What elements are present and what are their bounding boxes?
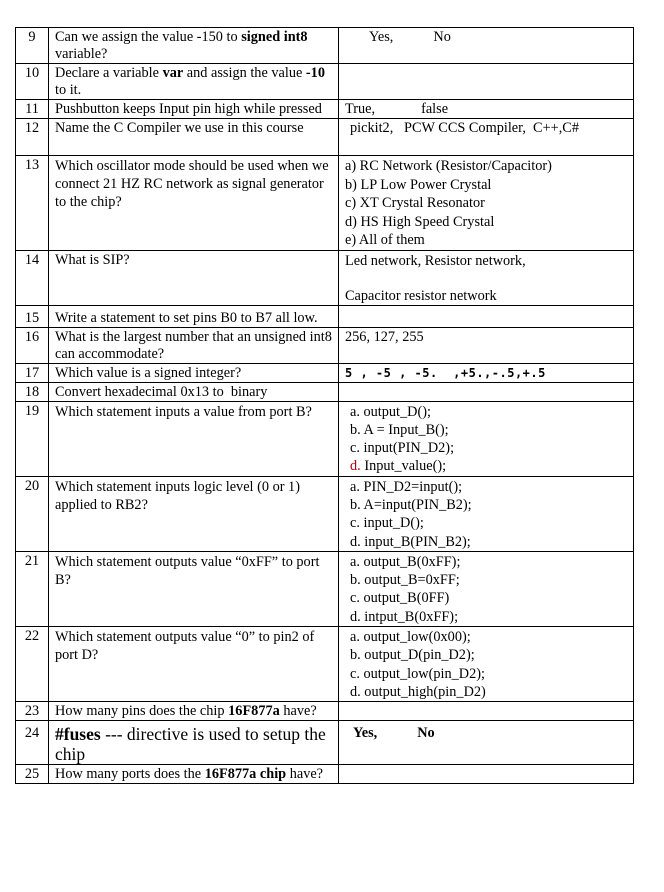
answer-option: c. output_low(pin_D2);: [350, 665, 486, 682]
question-number: 9: [16, 28, 49, 64]
answer-options: [339, 156, 634, 251]
answer-options: [339, 627, 634, 702]
answer-option: d. input_B(PIN_B2);: [350, 533, 471, 550]
table-row: [16, 765, 634, 784]
table-row: [16, 363, 634, 382]
table-row: [16, 627, 634, 702]
answer-option: b. A=input(PIN_B2);: [350, 496, 472, 513]
answer-cell: pickit2, PCW CCS Compiler, C++,C#: [339, 119, 634, 156]
table-row: [16, 382, 634, 401]
answer-option: a. output_low(0x00);: [350, 629, 471, 646]
question-text: How many ports does the 16F877a chip have?: [49, 765, 339, 784]
table-row: [16, 64, 634, 100]
table-row: [16, 305, 634, 327]
question-text: Which statement inputs a value from port B?: [49, 401, 339, 476]
answer-cell: [339, 305, 634, 327]
table-row: [16, 551, 634, 626]
answer-cell: True, false: [339, 100, 634, 119]
answer-option: d. output_high(pin_D2): [350, 683, 486, 700]
question-number: 18: [16, 382, 49, 401]
answer-cell: [339, 382, 634, 401]
question-text: How many pins does the chip 16F877a have?: [49, 702, 339, 721]
quiz-table: [15, 27, 634, 784]
question-number: 23: [16, 702, 49, 721]
question-number: 21: [16, 551, 49, 626]
table-row: [16, 250, 634, 305]
question-number: 22: [16, 627, 49, 702]
answer-cell: Led network, Resistor network, Capacitor resistor network: [339, 250, 634, 305]
answer-cell: [339, 765, 634, 784]
question-text: Name the C Compiler we use in this course: [49, 119, 339, 156]
question-number: 14: [16, 250, 49, 305]
answer-cell: Yes, No: [339, 721, 634, 765]
question-text: Can we assign the value -150 to signed int8 variable?: [49, 28, 339, 64]
answer-option: a. PIN_D2=input();: [350, 478, 463, 495]
question-number: 11: [16, 100, 49, 119]
question-text: What is SIP?: [49, 250, 339, 305]
answer-option: a) RC Network (Resistor/Capacitor): [345, 158, 552, 174]
answer-options: [339, 551, 634, 626]
question-text: What is the largest number that an unsigned int8 can accommodate?: [49, 327, 339, 363]
question-number: 19: [16, 401, 49, 476]
question-text: Convert hexadecimal 0x13 to binary: [49, 382, 339, 401]
question-text: Which oscillator mode should be used when we connect 21 HZ RC network as signal generator to the chip?: [49, 156, 339, 251]
question-number: 17: [16, 363, 49, 382]
answer-options: [339, 401, 634, 476]
answer-option: c. input_D();: [350, 515, 424, 532]
question-text: Which statement outputs value “0” to pin2 of port D?: [49, 627, 339, 702]
answer-option: e) All of them: [345, 232, 425, 248]
question-number: 25: [16, 765, 49, 784]
table-row: [16, 100, 634, 119]
question-number: 13: [16, 156, 49, 251]
answer-option: a. output_B(0xFF);: [350, 553, 461, 570]
question-number: 10: [16, 64, 49, 100]
answer-cell: [339, 64, 634, 100]
question-number: 16: [16, 327, 49, 363]
table-row: [16, 401, 634, 476]
answer-options: [339, 476, 634, 551]
table-row: [16, 156, 634, 251]
table-row: [16, 28, 634, 64]
answer-option: c. output_B(0FF): [350, 590, 450, 607]
table-row: [16, 702, 634, 721]
answer-cell: 256, 127, 255: [339, 327, 634, 363]
answer-cell: Yes, No: [339, 28, 634, 64]
answer-option: c. input(PIN_D2);: [350, 440, 455, 457]
answer-option: d. intput_B(0xFF);: [350, 608, 459, 625]
question-text: Declare a variable var and assign the value -10 to it.: [49, 64, 339, 100]
answer-cell: 5 , -5 , -5. ,+5.,-.5,+.5: [339, 363, 634, 382]
question-text: #fuses --- directive is used to setup the chip: [49, 721, 339, 765]
question-text: Which statement inputs logic level (0 or 1) applied to RB2?: [49, 476, 339, 551]
question-text: Write a statement to set pins B0 to B7 all low.: [49, 305, 339, 327]
answer-option: a. output_D();: [350, 403, 431, 420]
answer-option: d) HS High Speed Crystal: [345, 213, 495, 230]
question-number: 12: [16, 119, 49, 156]
table-row: [16, 476, 634, 551]
answer-option: b) LP Low Power Crystal: [345, 176, 492, 193]
question-text: Which statement outputs value “0xFF” to port B?: [49, 551, 339, 626]
answer-option: b. output_D(pin_D2);: [350, 647, 475, 664]
table-row: [16, 721, 634, 765]
question-text: Which value is a signed integer?: [49, 363, 339, 382]
table-row: [16, 327, 634, 363]
question-number: 15: [16, 305, 49, 327]
question-number: 24: [16, 721, 49, 765]
answer-option: d. Input_value();: [350, 458, 447, 475]
answer-option: b. A = Input_B();: [350, 421, 449, 438]
answer-option: c) XT Crystal Resonator: [345, 195, 485, 211]
question-number: 20: [16, 476, 49, 551]
answer-option: b. output_B=0xFF;: [350, 572, 460, 589]
answer-cell: [339, 702, 634, 721]
table-row: [16, 119, 634, 156]
question-text: Pushbutton keeps Input pin high while pressed: [49, 100, 339, 119]
